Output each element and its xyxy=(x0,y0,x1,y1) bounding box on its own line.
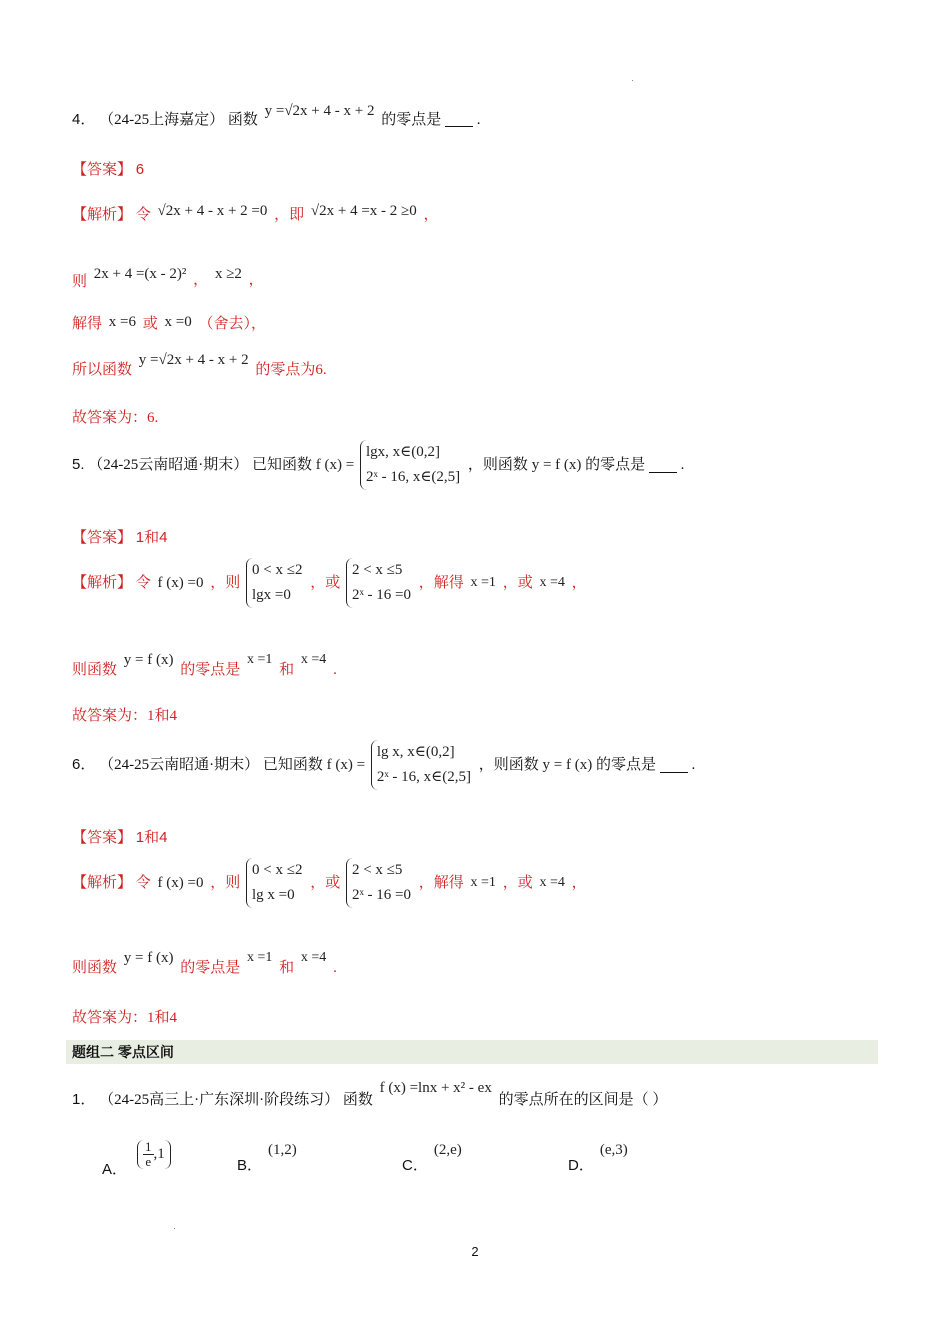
p5-mid: ，则函数 xyxy=(467,457,528,473)
p6-tail: 的零点是 xyxy=(595,757,656,773)
p6-system1-row2: lg x =0 xyxy=(252,887,295,903)
p5-text: ，则 xyxy=(210,575,241,591)
q1-option-b-value: (1,2) xyxy=(268,1142,297,1158)
page-number: 2 xyxy=(471,1244,479,1259)
q1-lead: 函数 xyxy=(342,1091,373,1108)
q1-option-d[interactable] xyxy=(568,1140,628,1174)
p6-text: ，解得 xyxy=(418,875,464,891)
p4-answer xyxy=(72,158,144,181)
p6-text: 令 xyxy=(135,875,151,891)
p6-answer-label: 【答案】 xyxy=(72,829,133,846)
q1-option-d-label: D． xyxy=(568,1157,594,1174)
p6-math: x =4 xyxy=(539,875,565,890)
p4-number: 4． xyxy=(72,110,96,128)
p6-mid: ，则函数 xyxy=(478,757,539,773)
p5-question xyxy=(72,440,684,490)
q1-option-a-denominator: e xyxy=(145,1154,152,1169)
p6-answer-value: 1和4 xyxy=(135,828,168,846)
p4-final-answer: 故答案为：6. xyxy=(72,409,159,426)
q1-option-b-label: B． xyxy=(237,1157,263,1174)
p4-text: 或 xyxy=(142,315,158,332)
p5-final xyxy=(72,704,177,727)
p6-lead: 已知函数 xyxy=(262,757,323,773)
p6-final xyxy=(72,1006,177,1029)
p4-text: （舍去）， xyxy=(198,315,266,332)
p4-math: √2x + 4 - x + 2 =0 xyxy=(157,202,268,219)
p4-question xyxy=(72,102,481,131)
p5-fx: f (x) = xyxy=(315,457,355,473)
p4-dot: . xyxy=(476,111,481,128)
p5-case1: lgx, x∈(0,2] xyxy=(365,444,440,460)
p4-tail: 的零点是 xyxy=(381,111,442,128)
p5-math: x =1 xyxy=(246,651,273,667)
p5-system2-row2: 2ˣ - 16 =0 xyxy=(351,587,412,603)
section-header xyxy=(66,1040,878,1064)
p5-text: 令 xyxy=(135,575,151,591)
p4-text: ， xyxy=(423,206,439,223)
p6-math: x =4 xyxy=(300,949,327,965)
p5-system2 xyxy=(346,558,413,608)
q1-option-c[interactable] xyxy=(402,1140,462,1174)
q1-tail: 的零点所在的区间是（ ） xyxy=(498,1091,668,1108)
p6-math: y = f (x) xyxy=(123,949,174,966)
p5-system2-row1: 2 < x ≤5 xyxy=(351,562,403,578)
p5-math: x =4 xyxy=(539,575,565,590)
p4-text: 所以函数 xyxy=(72,361,133,378)
p5-number: 5. xyxy=(72,456,85,473)
p5-lead: 已知函数 xyxy=(252,457,313,473)
p4-lead: 函数 xyxy=(227,111,258,128)
p6-answer xyxy=(72,826,167,849)
p5-text: ， xyxy=(571,575,587,591)
p5-system1-row2: lgx =0 xyxy=(252,587,291,603)
p6-math: f (x) =0 xyxy=(157,875,204,891)
p5-math: f (x) =0 xyxy=(157,575,204,591)
p4-final xyxy=(72,406,158,429)
p5-tail: 的零点是 xyxy=(585,457,646,473)
p4-text: 令 xyxy=(135,206,151,223)
p6-number: 6． xyxy=(72,756,96,773)
p5-yfx: y = f (x) xyxy=(531,457,582,473)
q1-number: 1． xyxy=(72,1090,96,1108)
q1-option-c-value: (2,e) xyxy=(433,1142,462,1158)
p6-math: x =1 xyxy=(470,875,496,890)
p5-solution-line1 xyxy=(72,558,587,608)
p5-dot: . xyxy=(680,457,685,473)
p4-text: ， xyxy=(193,271,209,288)
p6-math: x =1 xyxy=(246,949,273,965)
p5-answer-label: 【答案】 xyxy=(72,529,133,546)
p4-solution-line1 xyxy=(72,203,439,226)
p4-math: 2x + 4 =(x - 2)² xyxy=(93,265,187,282)
p6-text: ， xyxy=(571,875,587,891)
p5-text: ，解得 xyxy=(418,575,464,591)
p6-final-answer: 故答案为：1和4 xyxy=(72,1009,178,1026)
p4-math: x ≥2 xyxy=(214,265,242,282)
p6-case1: lg x, x∈(0,2] xyxy=(376,744,455,760)
p4-solution-line4 xyxy=(72,351,327,381)
p5-text: ，或 xyxy=(310,575,341,591)
p5-case2: 2ˣ - 16, x∈(2,5] xyxy=(365,469,461,485)
p6-fx: f (x) = xyxy=(326,757,366,773)
p6-system2-row1: 2 < x ≤5 xyxy=(351,862,403,878)
q1-source: （24-25高三上·广东深圳·阶段练习） xyxy=(99,1091,340,1108)
p4-math: √2x + 4 =x - 2 ≥0 xyxy=(310,202,417,219)
p5-text: 和 xyxy=(279,661,295,678)
p5-answer xyxy=(72,526,167,549)
q1-option-a-interval xyxy=(137,1140,171,1169)
p6-system1 xyxy=(246,858,304,908)
p4-answer-label: 【答案】 xyxy=(72,161,133,178)
p6-text: ，或 xyxy=(310,875,341,891)
p5-piecewise xyxy=(360,440,462,490)
p4-math: x =0 xyxy=(164,313,192,330)
p5-system1-row1: 0 < x ≤2 xyxy=(252,562,303,578)
p4-text: 的零点为6. xyxy=(255,361,327,378)
p4-solution-line2 xyxy=(72,262,264,290)
p6-case2: 2ˣ - 16, x∈(2,5] xyxy=(376,769,471,785)
p6-text: 的零点是 xyxy=(180,959,241,976)
speck xyxy=(174,1228,175,1229)
p6-text: 和 xyxy=(279,959,295,976)
p5-source: （24-25云南昭通·期末） xyxy=(88,457,249,473)
p5-text: . xyxy=(333,661,337,678)
q1-option-a-rest: ,1 xyxy=(153,1145,165,1162)
p6-solution-line1 xyxy=(72,858,587,908)
q1-option-c-label: C． xyxy=(402,1157,428,1174)
p5-math: x =4 xyxy=(300,651,327,667)
p5-text: ，或 xyxy=(502,575,533,591)
p5-math: x =1 xyxy=(470,575,496,590)
q1-option-b[interactable] xyxy=(237,1140,297,1174)
p6-text: ，或 xyxy=(502,875,533,891)
p6-blank[interactable] xyxy=(660,758,688,773)
p5-answer-value: 1和4 xyxy=(135,528,168,546)
p6-dot: . xyxy=(691,757,696,773)
p6-text: ，则 xyxy=(210,875,241,891)
p6-question xyxy=(72,740,695,790)
p6-piecewise xyxy=(371,740,473,790)
section-title: 题组二 零点区间 xyxy=(72,1044,174,1060)
q1-option-a-numerator: 1 xyxy=(145,1139,152,1154)
p4-solution-label: 【解析】 xyxy=(72,206,133,223)
p6-text: 则函数 xyxy=(72,959,118,976)
p6-yfx: y = f (x) xyxy=(542,757,593,773)
p4-solution-line3 xyxy=(72,312,266,335)
q1-option-d-value: (e,3) xyxy=(599,1142,628,1158)
q1-option-a-label: A． xyxy=(102,1161,128,1178)
speck xyxy=(632,80,633,81)
p5-solution-line2 xyxy=(72,648,337,678)
p4-math: y =√2x + 4 - x + 2 xyxy=(138,351,249,368)
p4-text: ，即 xyxy=(274,206,305,223)
q1-function: f (x) =lnx + x² - ex xyxy=(379,1079,492,1096)
p5-text: 的零点是 xyxy=(180,661,241,678)
q1-option-a-fraction xyxy=(143,1140,154,1169)
p4-answer-value: 6 xyxy=(135,160,145,178)
q1-option-a[interactable] xyxy=(102,1139,171,1178)
p5-solution-label: 【解析】 xyxy=(72,575,133,591)
p5-final-answer: 故答案为：1和4 xyxy=(72,707,178,724)
p6-source: （24-25云南昭通·期末） xyxy=(99,757,260,773)
p6-solution-label: 【解析】 xyxy=(72,875,133,891)
p5-blank[interactable] xyxy=(649,458,677,473)
p4-text: 解得 xyxy=(72,315,103,332)
q1-question xyxy=(72,1079,668,1111)
p6-system1-row1: 0 < x ≤2 xyxy=(252,862,303,878)
p5-math: y = f (x) xyxy=(123,651,174,668)
p6-system2-row2: 2ˣ - 16 =0 xyxy=(351,887,412,903)
p6-text: . xyxy=(333,959,337,976)
p4-text: ， xyxy=(248,271,264,288)
p4-function: y =√2x + 4 - x + 2 xyxy=(264,102,375,119)
p4-text: 则 xyxy=(72,273,88,290)
p4-blank[interactable] xyxy=(445,112,473,127)
p5-system1 xyxy=(246,558,304,608)
p4-source: （24-25上海嘉定） xyxy=(99,111,225,128)
p4-math: x =6 xyxy=(108,313,136,330)
p6-solution-line2 xyxy=(72,946,337,976)
p5-text: 则函数 xyxy=(72,661,118,678)
p6-system2 xyxy=(346,858,413,908)
